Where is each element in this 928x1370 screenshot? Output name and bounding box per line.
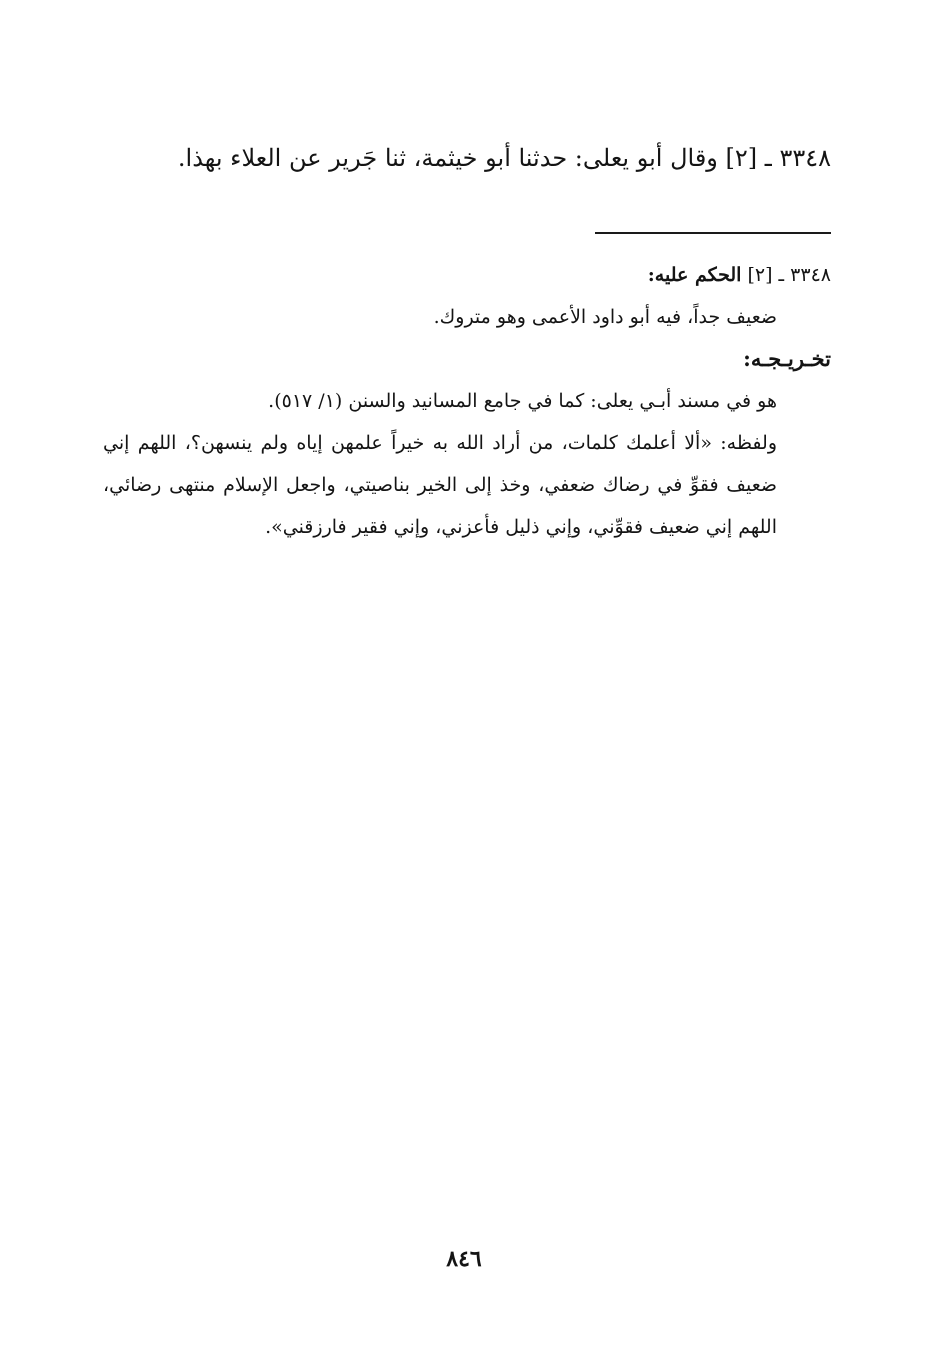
takhrij-source: هو في مسند أبـي يعلى: كما في جامع المسانيد والسنن (١/ ٥١٧). (268, 390, 777, 412)
footnote-block (103, 254, 831, 548)
ruling-heading-label: الحكم عليه: (647, 264, 742, 286)
footnote-number: ٣٣٤٨ ـ [٢] (747, 264, 831, 286)
hadith-paragraph: ٣٣٤٨ ـ [٢] وقال أبو يعلى: حدثنا أبو خيثمة، ثنا جَرير عن العلاء بهذا. (177, 144, 831, 172)
footnote-divider (595, 232, 831, 234)
ruling-text: ضعيف جداً، فيه أبو داود الأعمى وهو متروك. (433, 306, 777, 328)
ruling-heading (103, 254, 831, 296)
takhrij-heading: تخـريـجـه: (743, 346, 831, 371)
page-number: ٨٤٦ (446, 1246, 482, 1272)
hadith-wording: ولفظه: «ألا أعلمك كلمات، من أراد الله به خيراً علمهن إياه ولم ينسهن؟، اللهم إني ضعيف فقوِّ في رضاك ضعفي، وخذ إلى الخير بناصيتي، واجعل الإسلام منتهى رضائي، اللهم إني ضعيف فقوِّني، وإني ذليل فأعزني، وإني فقير فارزقني». (103, 432, 777, 538)
